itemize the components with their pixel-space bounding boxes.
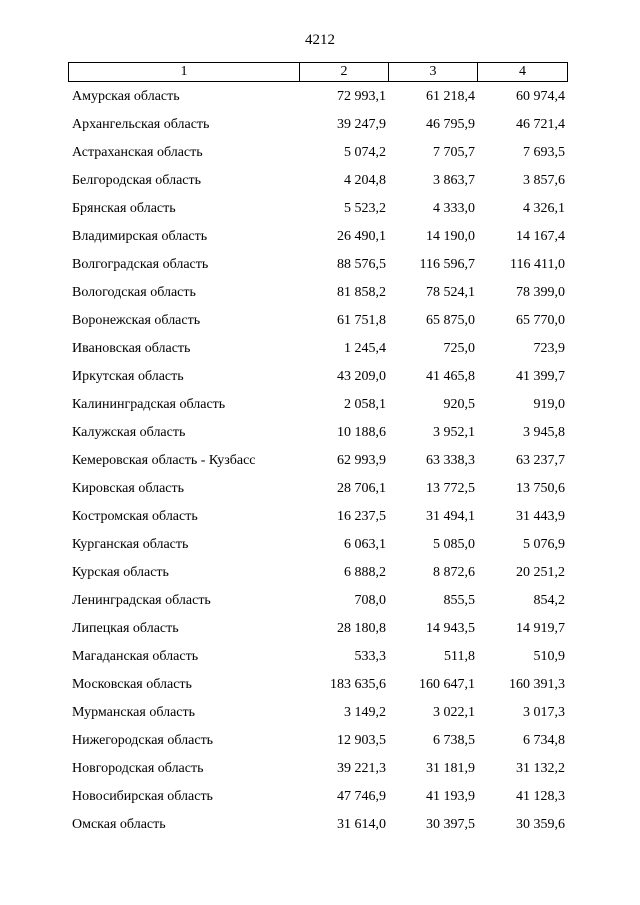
region-name-cell: Волгоградская область [72,257,209,272]
column-2-value: 6 063,1 [344,537,386,552]
region-name-cell: Вологодская область [72,285,196,300]
column-3-value: 31 181,9 [426,761,475,776]
column-2-value: 4 204,8 [344,173,386,188]
table-row [0,198,640,226]
column-4-value: 4 326,1 [523,201,565,216]
column-3-value: 116 596,7 [419,257,475,272]
column-3-value: 31 494,1 [426,509,475,524]
table-row [0,534,640,562]
column-2-value: 10 188,6 [337,425,386,440]
column-3-value: 61 218,4 [426,89,475,104]
region-name-cell: Астраханская область [72,145,203,160]
table-row [0,618,640,646]
table-row [0,338,640,366]
table-row [0,730,640,758]
column-4-value: 31 443,9 [516,509,565,524]
column-4-value: 919,0 [533,397,565,412]
column-2-value: 708,0 [354,593,386,608]
column-2-value: 62 993,9 [337,453,386,468]
region-name-cell: Владимирская область [72,229,208,244]
region-name-cell: Московская область [72,677,192,692]
region-name-cell: Курганская область [72,537,189,552]
column-2-value: 6 888,2 [344,565,386,580]
column-3-value: 920,5 [443,397,475,412]
column-header-2: 2 [300,63,389,81]
page-number: 4212 [305,32,335,48]
table-row [0,142,640,170]
column-4-value: 723,9 [533,341,565,356]
table-row [0,478,640,506]
table-row [0,254,640,282]
column-3-value: 63 338,3 [426,453,475,468]
column-4-value: 63 237,7 [516,453,565,468]
table-row [0,450,640,478]
table-row [0,590,640,618]
column-4-value: 510,9 [533,649,565,664]
column-4-value: 3 017,3 [523,705,565,720]
table-row [0,702,640,730]
table-body [0,86,640,842]
column-3-value: 30 397,5 [426,817,475,832]
column-header-1: 1 [69,63,300,81]
column-2-value: 39 247,9 [337,117,386,132]
region-name-cell: Воронежская область [72,313,201,328]
region-name-cell: Магаданская область [72,649,199,664]
column-2-value: 3 149,2 [344,705,386,720]
region-name-cell: Нижегородская область [72,733,214,748]
column-2-value: 5 074,2 [344,145,386,160]
region-name-cell: Ивановская область [72,341,191,356]
column-3-value: 725,0 [443,341,475,356]
column-4-value: 14 919,7 [516,621,565,636]
table-row [0,646,640,674]
table-row [0,422,640,450]
column-4-value: 7 693,5 [523,145,565,160]
column-4-value: 3 857,6 [523,173,565,188]
column-3-value: 6 738,5 [433,733,475,748]
region-name-cell: Липецкая область [72,621,179,636]
column-4-value: 60 974,4 [516,89,565,104]
region-name-cell: Курская область [72,565,169,580]
region-name-cell: Кемеровская область - Кузбасс [72,453,256,468]
column-4-value: 6 734,8 [523,733,565,748]
table-row [0,366,640,394]
table-row [0,310,640,338]
column-3-value: 511,8 [444,649,475,664]
column-4-value: 41 128,3 [516,789,565,804]
table-row [0,394,640,422]
column-3-value: 41 465,8 [426,369,475,384]
region-name-cell: Мурманская область [72,705,196,720]
column-4-value: 5 076,9 [523,537,565,552]
column-4-value: 31 132,2 [516,761,565,776]
column-3-value: 855,5 [443,593,475,608]
region-name-cell: Омская область [72,817,166,832]
column-4-value: 116 411,0 [510,257,565,272]
table-row [0,562,640,590]
column-4-value: 160 391,3 [509,677,565,692]
column-3-value: 3 863,7 [433,173,475,188]
region-name-cell: Архангельская область [72,117,210,132]
column-2-value: 81 858,2 [337,285,386,300]
table-row [0,282,640,310]
region-name-cell: Калининградская область [72,397,226,412]
column-4-value: 78 399,0 [516,285,565,300]
table-row [0,786,640,814]
column-2-value: 72 993,1 [337,89,386,104]
table-row [0,814,640,842]
column-2-value: 1 245,4 [344,341,386,356]
region-name-cell: Иркутская область [72,369,184,384]
column-2-value: 39 221,3 [337,761,386,776]
table-header [68,62,568,82]
column-4-value: 65 770,0 [516,313,565,328]
column-header-3: 3 [389,63,478,81]
column-2-value: 2 058,1 [344,397,386,412]
column-4-value: 41 399,7 [516,369,565,384]
column-3-value: 5 085,0 [433,537,475,552]
column-2-value: 183 635,6 [330,677,386,692]
column-3-value: 46 795,9 [426,117,475,132]
column-4-value: 854,2 [533,593,565,608]
column-3-value: 14 190,0 [426,229,475,244]
region-name-cell: Белгородская область [72,173,202,188]
region-name-cell: Костромская область [72,509,198,524]
column-4-value: 14 167,4 [516,229,565,244]
column-4-value: 3 945,8 [523,425,565,440]
region-name-cell: Амурская область [72,89,180,104]
column-2-value: 31 614,0 [337,817,386,832]
table-row [0,170,640,198]
column-3-value: 8 872,6 [433,565,475,580]
column-4-value: 13 750,6 [516,481,565,496]
column-2-value: 43 209,0 [337,369,386,384]
table-row [0,114,640,142]
region-name-cell: Брянская область [72,201,176,216]
column-2-value: 28 180,8 [337,621,386,636]
region-name-cell: Калужская область [72,425,186,440]
column-header-4: 4 [519,64,526,79]
region-name-cell: Кировская область [72,481,185,496]
column-3-value: 13 772,5 [426,481,475,496]
column-3-value: 65 875,0 [426,313,475,328]
column-3-value: 14 943,5 [426,621,475,636]
column-2-value: 61 751,8 [337,313,386,328]
table-row [0,758,640,786]
column-3-value: 3 022,1 [433,705,475,720]
column-2-value: 5 523,2 [344,201,386,216]
column-3-value: 3 952,1 [433,425,475,440]
table-row [0,86,640,114]
column-2-value: 16 237,5 [337,509,386,524]
region-name-cell: Новосибирская область [72,789,213,804]
region-name-cell: Новгородская область [72,761,204,776]
column-4-value: 30 359,6 [516,817,565,832]
column-2-value: 88 576,5 [337,257,386,272]
column-3-value: 41 193,9 [426,789,475,804]
column-2-value: 47 746,9 [337,789,386,804]
table-row [0,226,640,254]
column-3-value: 4 333,0 [433,201,475,216]
column-2-value: 26 490,1 [337,229,386,244]
column-2-value: 12 903,5 [337,733,386,748]
column-2-value: 533,3 [354,649,386,664]
column-2-value: 28 706,1 [337,481,386,496]
column-3-value: 7 705,7 [433,145,475,160]
table-row [0,674,640,702]
region-name-cell: Ленинградская область [72,593,211,608]
table-row [0,506,640,534]
column-3-value: 78 524,1 [426,285,475,300]
column-4-value: 46 721,4 [516,117,565,132]
column-4-value: 20 251,2 [516,565,565,580]
column-3-value: 160 647,1 [419,677,475,692]
